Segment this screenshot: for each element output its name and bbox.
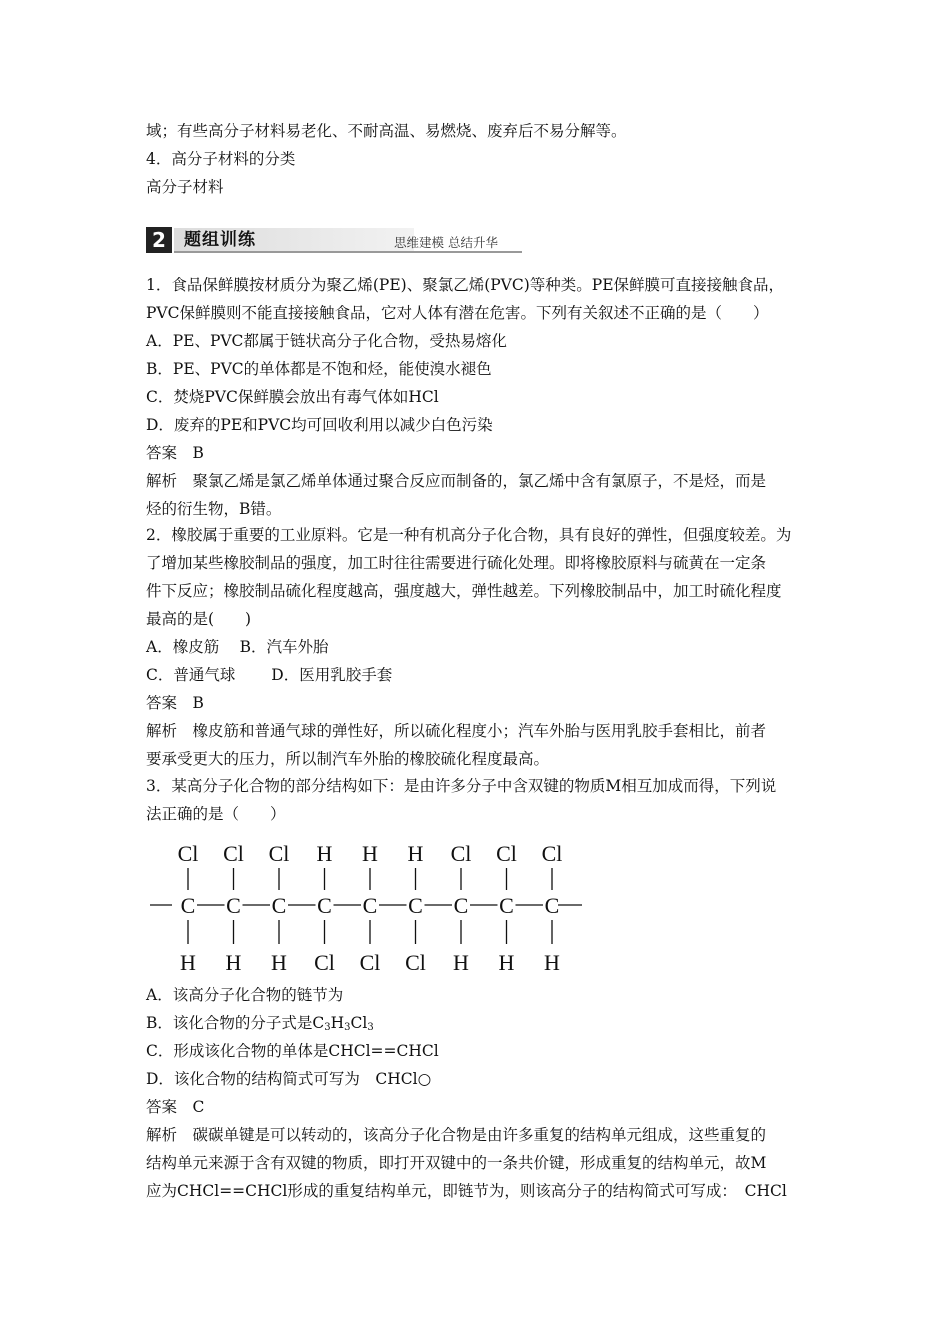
chain-carbon: C	[499, 893, 514, 918]
q2-explanation-2: 要承受更大的压力，所以制汽车外胎的橡胶硫化程度最高。	[146, 750, 550, 768]
chain-carbon: C	[362, 893, 378, 918]
q2-options-ab: A．橡皮筋 B．汽车外胎	[146, 638, 329, 656]
chain-carbon: C	[544, 893, 560, 918]
top-atom: Cl	[450, 841, 472, 866]
bottom-atom: Cl	[314, 950, 335, 975]
bottom-atom: H	[180, 950, 196, 975]
q1-explanation-2: 烃的衍生物，B错。	[146, 500, 282, 518]
subscript: 3	[324, 1022, 331, 1033]
q2-answer: 答案 B	[146, 694, 204, 712]
bottom-atom: H	[544, 950, 560, 975]
q3-explanation-2: 结构单元来源于含有双键的物质，即打开双键中的一条共价键，形成重复的结构单元，故M	[146, 1154, 767, 1172]
bottom-atom: Cl	[359, 950, 381, 975]
chain-carbon: C	[226, 893, 241, 918]
q2-options-cd: C．普通气球 D．医用乳胶手套	[146, 666, 393, 684]
q2-stem-1: 2．橡胶属于重要的工业原料。它是一种有机高分子化合物，具有良好的弹性，但强度较差。为	[146, 526, 792, 544]
q3-option-b	[146, 1013, 374, 1038]
bottom-atom: H	[498, 950, 515, 975]
intro-line-1: 域；有些高分子材料易老化、不耐高温、易燃烧、废弃后不易分解等。	[146, 122, 627, 140]
intro-line-2: 4．高分子材料的分类	[146, 150, 296, 168]
q3-stem-1: 3．某高分子化合物的部分结构如下：是由许多分子中含双键的物质M相互加成而得，下列说	[146, 777, 777, 795]
q2-stem-4: 最高的是( )	[146, 610, 252, 628]
bottom-atom: H	[225, 950, 242, 975]
banner-number: 2	[146, 227, 172, 253]
q3-option-b-text: B．该化合物的分子式是C	[146, 1014, 325, 1032]
banner-subtitle: 思维建模 总结升华	[394, 235, 498, 250]
top-atom: Cl	[177, 841, 199, 866]
banner-title: 题组训练	[184, 230, 256, 250]
q3-explanation-3: 应为CHCl==CHCl形成的重复结构单元，即链节为，则该高分子的结构简式可写成： CHCl	[146, 1182, 787, 1200]
q3-option-b-cl: Cl	[350, 1014, 368, 1032]
subscript: 3	[367, 1022, 374, 1033]
q3-answer: 答案 C	[146, 1098, 205, 1116]
q3-stem-2: 法正确的是（ ）	[146, 805, 286, 823]
banner-rule	[174, 251, 522, 253]
q1-explanation-1: 解析 聚氯乙烯是氯乙烯单体通过聚合反应而制备的，氯乙烯中含有氯原子，不是烃，而是	[146, 472, 767, 490]
chain-carbon: C	[453, 893, 469, 918]
q3-option-a: A．该高分子化合物的链节为	[146, 986, 344, 1004]
chain-carbon: C	[317, 893, 332, 918]
top-atom: Cl	[496, 841, 517, 866]
q1-option-c: C．焚烧PVC保鲜膜会放出有毒气体如HCl	[146, 388, 439, 406]
q1-option-d: D．废弃的PE和PVC均可回收利用以减少白色污染	[146, 416, 493, 434]
q1-stem-2: PVC保鲜膜则不能直接接触食品，它对人体有潜在危害。下列有关叙述不正确的是（ ）	[146, 304, 769, 322]
top-atom: Cl	[223, 841, 244, 866]
q3-option-d: D．该化合物的结构简式可写为 CHCl○	[146, 1070, 432, 1088]
q3-option-c: C．形成该化合物的单体是CHCl==CHCl	[146, 1042, 439, 1060]
chain-carbon: C	[408, 893, 423, 918]
q1-answer: 答案 B	[146, 444, 204, 462]
top-atom: Cl	[541, 841, 563, 866]
section-banner	[146, 227, 522, 253]
intro-line-3: 高分子材料	[146, 178, 224, 196]
q3-explanation-1: 解析 碳碳单键是可以转动的，该高分子化合物是由许多重复的结构单元组成，这些重复的	[146, 1126, 767, 1144]
polymer-structure-diagram	[150, 838, 590, 978]
bottom-atom: H	[271, 950, 287, 975]
subscript: 3	[344, 1022, 351, 1033]
q3-option-b-h: H	[330, 1014, 345, 1032]
top-atom: H	[316, 841, 333, 866]
q1-option-a: A．PE、PVC都属于链状高分子化合物，受热易熔化	[146, 332, 507, 350]
q1-option-b: B．PE、PVC的单体都是不饱和烃，能使溴水褪色	[146, 360, 492, 378]
q2-stem-2: 了增加某些橡胶制品的强度，加工时往往需要进行硫化处理。即将橡胶原料与硫黄在一定条	[146, 554, 767, 572]
top-atom: Cl	[268, 841, 290, 866]
q2-explanation-1: 解析 橡皮筋和普通气球的弹性好，所以硫化程度小；汽车外胎与医用乳胶手套相比，前者	[146, 722, 767, 740]
chain-carbon: C	[271, 893, 287, 918]
bottom-atom: H	[453, 950, 469, 975]
bottom-atom: Cl	[405, 950, 426, 975]
q2-stem-3: 件下反应；橡胶制品硫化程度越高，强度越大，弹性越差。下列橡胶制品中，加工时硫化程度	[146, 582, 782, 600]
q1-stem-1: 1．食品保鲜膜按材质分为聚乙烯(PE)、聚氯乙烯(PVC)等种类。PE保鲜膜可直接接触食品，	[146, 276, 785, 294]
top-atom: H	[362, 841, 378, 866]
chain-carbon: C	[180, 893, 196, 918]
top-atom: H	[407, 841, 424, 866]
